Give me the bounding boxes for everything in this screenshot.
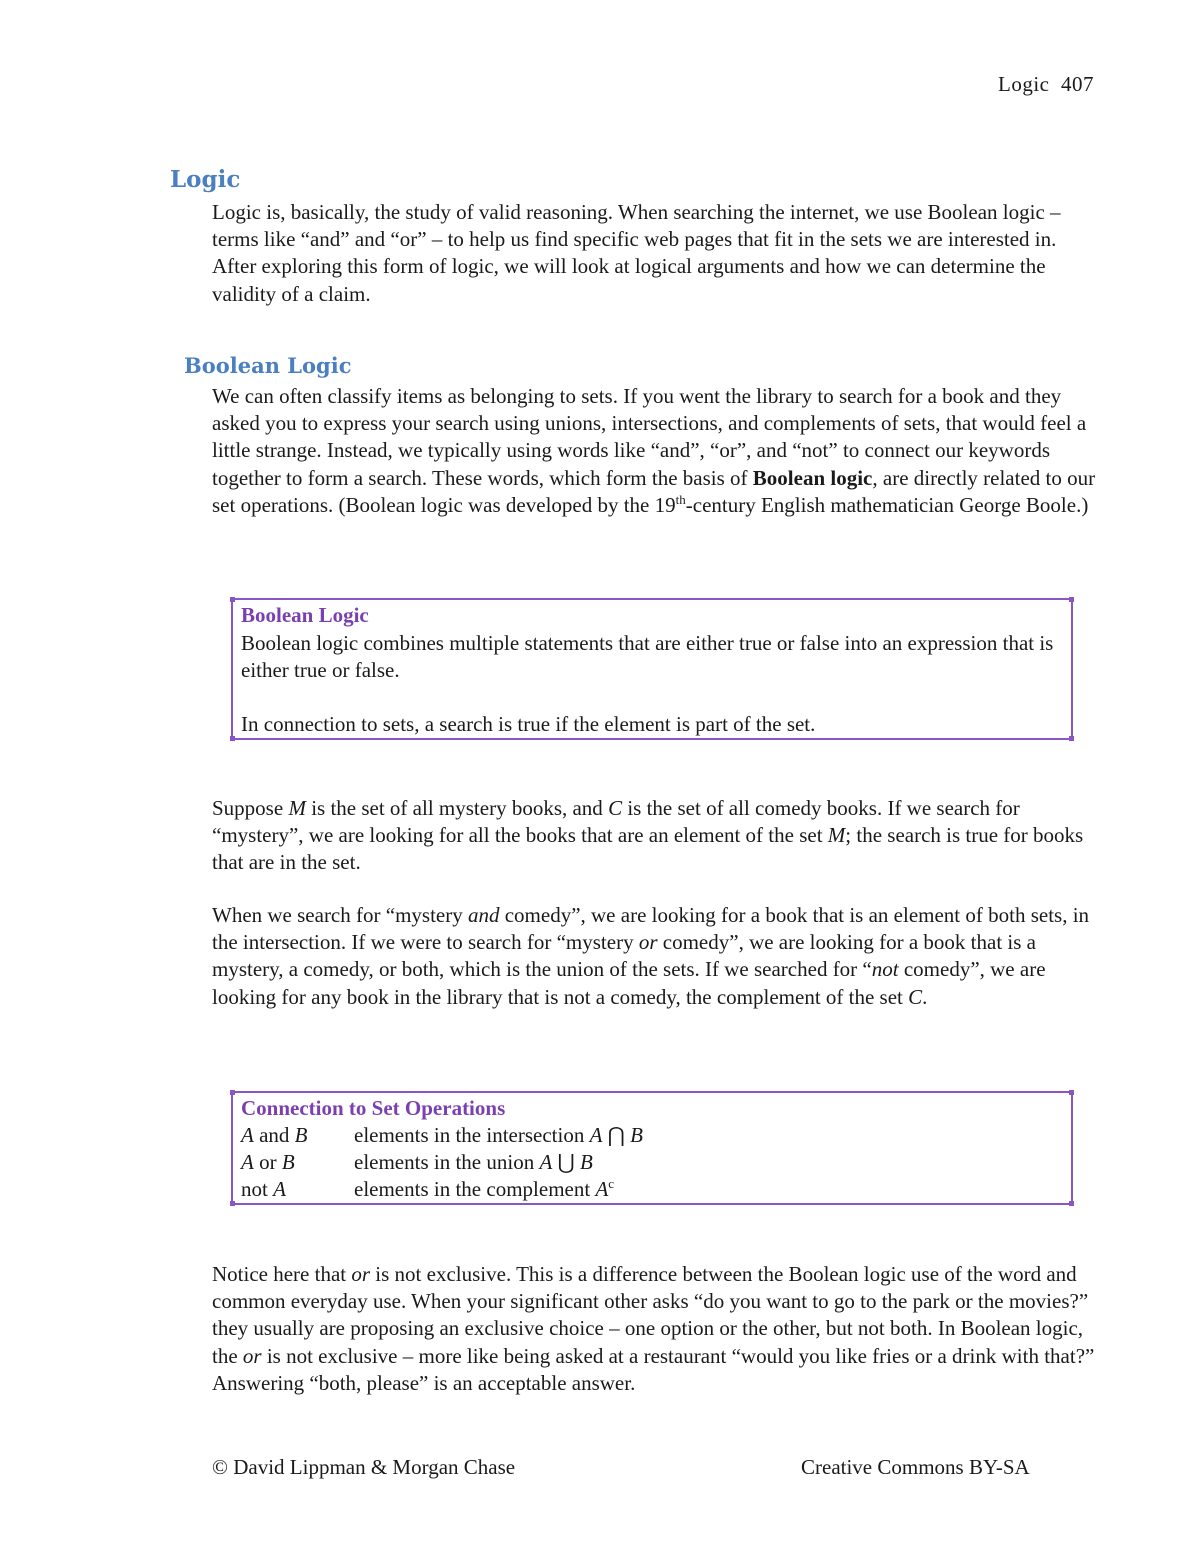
operation-description <box>354 1123 643 1148</box>
text-run: Suppose <box>212 796 289 820</box>
box-corner <box>230 1201 235 1206</box>
section-heading-logic: Logic <box>170 166 241 193</box>
box-corner <box>1069 736 1074 741</box>
description-text: elements in the union <box>354 1150 540 1174</box>
operation-word: not <box>241 1177 274 1201</box>
footer-copyright: © David Lippman & Morgan Chase <box>212 1455 516 1479</box>
text-run: is the set of all comedy books. If we search for “mystery”, we are looking for all the books that are an element of the set <box>212 796 1020 848</box>
suppose-paragraph <box>212 795 1102 877</box>
emphasis: or <box>351 1262 371 1286</box>
operations-box <box>231 1091 1073 1205</box>
box-corner <box>1069 1090 1074 1095</box>
text-run: , are directly related to our set operations. (Boolean logic was developed by the 19 <box>212 465 1096 517</box>
operation-term <box>241 1177 286 1202</box>
emphasis: not <box>871 957 899 982</box>
definition-box-title: Boolean Logic <box>241 603 369 627</box>
emphasis: and <box>467 903 500 927</box>
set-symbol: M <box>288 796 306 820</box>
text-run: Notice here that <box>212 1262 352 1286</box>
set-symbol: M <box>827 823 846 848</box>
set-symbol: B <box>281 1150 295 1174</box>
footer-license: Creative Commons BY-SA <box>801 1455 1030 1479</box>
set-symbol: A <box>241 1150 254 1174</box>
text-run: comedy”, we are looking for a book that is a mystery, a comedy, or both, which is the union of the sets. If we searched for “ <box>212 930 1036 982</box>
intersection-symbol: ⋂ <box>602 1123 631 1147</box>
text-run: . <box>922 984 928 1009</box>
emphasis: or <box>638 930 658 955</box>
box-corner <box>230 736 235 741</box>
description-text: elements in the complement <box>354 1177 596 1201</box>
running-head: Logic 407 <box>998 72 1094 96</box>
set-symbol: C <box>608 796 623 820</box>
operation-term <box>241 1123 307 1148</box>
operation-word: or <box>253 1150 282 1174</box>
box-corner <box>230 597 235 602</box>
set-symbol: A <box>273 1177 286 1201</box>
set-symbol: A <box>539 1150 553 1174</box>
box-corner <box>230 1090 235 1095</box>
set-symbol: B <box>294 1123 308 1147</box>
operation-description <box>354 1150 593 1175</box>
text-run: is not exclusive – more like being asked at a restaurant “would you like fries or a drink with that?” Answering “both, please” is an acceptable answer. <box>212 1343 1095 1395</box>
superscript: th <box>675 491 686 507</box>
set-symbol: B <box>630 1123 643 1147</box>
set-symbol: C <box>908 984 923 1009</box>
search-paragraph <box>212 902 1102 1011</box>
text-run: ; the search is true for books that are in the set. <box>212 823 1084 875</box>
text-run: is the set of all mystery books, and <box>305 796 609 820</box>
set-symbol: B <box>580 1150 593 1174</box>
union-symbol: ⋃ <box>552 1150 581 1174</box>
subsection-heading-boolean-logic: Boolean Logic <box>184 353 352 378</box>
operations-box-title: Connection to Set Operations <box>241 1096 506 1120</box>
complement-superscript: c <box>608 1176 615 1191</box>
operation-description <box>354 1177 614 1202</box>
text-run: -century English mathematician George Boole.) <box>685 492 1089 517</box>
boolean-logic-term: Boolean logic <box>752 465 873 490</box>
text-run: is not exclusive. This is a difference between the Boolean logic use of the word and common everyday use. When your significant other asks “do you want to go to the park or the movies?” they usually are proposing an exclusive choice – one option or the other, but not both. In Boolean logic, the <box>212 1262 1089 1368</box>
operation-term <box>241 1150 295 1175</box>
emphasis: or <box>242 1343 262 1368</box>
box-corner <box>1069 597 1074 602</box>
definition-text: Boolean logic combines multiple statements that are either true or false into an expression that is either true or false. <box>241 631 1054 683</box>
set-symbol: A <box>589 1123 603 1147</box>
set-symbol: A <box>595 1177 609 1201</box>
text-run: We can often classify items as belonging to sets. If you went the library to search for a book and they asked you to express your search using unions, intersections, and complements of sets, that would feel a little strange. Instead, we typically using words like “and”, “or”, and “not” to connect our keywords together to form a search. These words, which form the basis of <box>212 384 1087 490</box>
box-corner <box>1069 1201 1074 1206</box>
definition-box <box>231 598 1073 740</box>
text-run: comedy”, we are looking for any book in the library that is not a comedy, the complement of the set <box>212 957 1046 1009</box>
definition-sets-text: In connection to sets, a search is true if the element is part of the set. <box>241 712 816 736</box>
notice-paragraph <box>212 1261 1102 1397</box>
text-run: When we search for “mystery <box>212 903 468 927</box>
intro-paragraph: Logic is, basically, the study of valid reasoning. When searching the internet, we use Boolean logic – terms like “and” and “or” – to help us find specific web pages that fit in the sets we are interested in. After exploring this form of logic, we will look at logical arguments and how we can determine the validity of a claim. <box>212 200 1061 306</box>
set-symbol: A <box>241 1123 254 1147</box>
description-text: elements in the intersection <box>354 1123 590 1147</box>
boolean-logic-paragraph <box>212 383 1102 519</box>
text-run: comedy”, we are looking for a book that is an element of both sets, in the intersection. If we were to search for “mystery <box>212 903 1090 955</box>
operation-word: and <box>253 1123 295 1147</box>
